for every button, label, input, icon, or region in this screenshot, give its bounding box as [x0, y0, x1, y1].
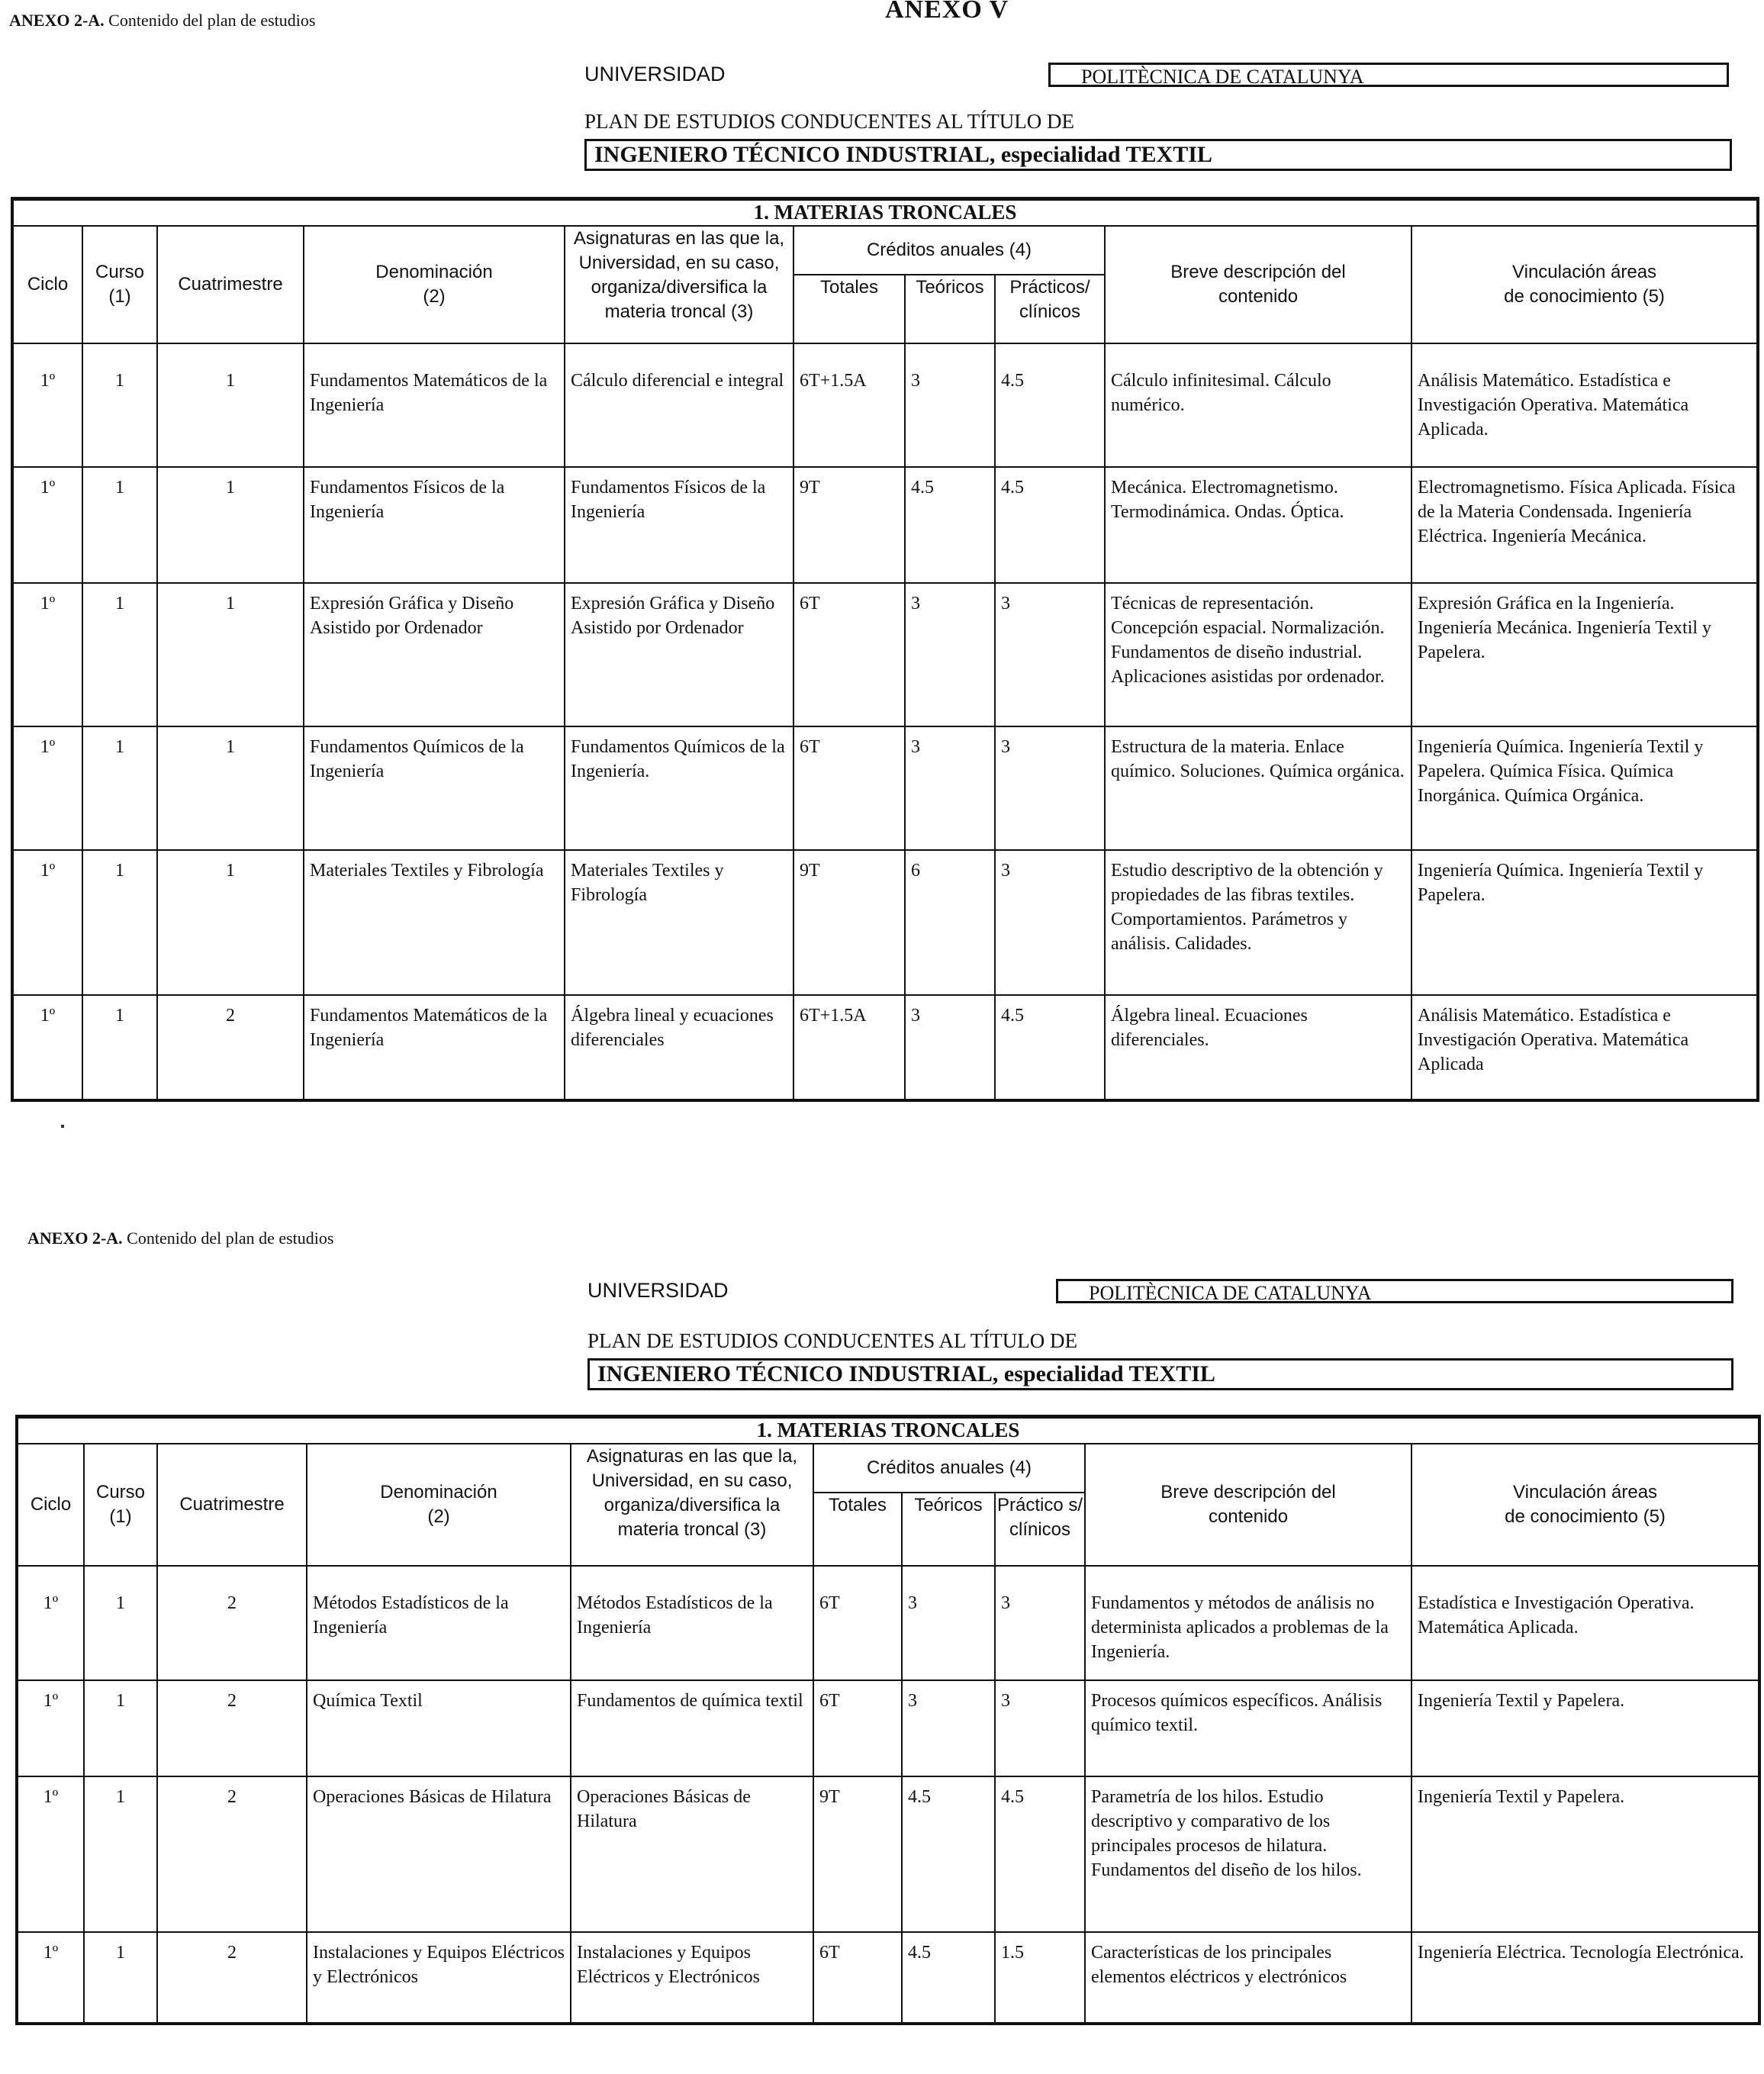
header-totales: Totales [793, 275, 905, 343]
table-row [12, 995, 1758, 1100]
university-label-page2: UNIVERSIDAD [587, 1279, 729, 1302]
cell-teoricos: 4.5 [905, 467, 995, 583]
header-breve-page2: Breve descripción del contenido [1085, 1444, 1412, 1566]
cell-teoricos: 3 [902, 1680, 995, 1776]
cell-totales: 6T [813, 1680, 902, 1776]
university-name-box-page2: POLITÈCNICA DE CATALUNYA [1056, 1279, 1733, 1303]
cell-ciclo: 1º [17, 1566, 84, 1680]
cell-totales: 6T+1.5A [793, 995, 905, 1100]
cell-curso: 1 [82, 850, 157, 995]
scan-speck [61, 1125, 64, 1128]
header-asignaturas-page2: Asignaturas en las que la, Universidad, en su caso, organiza/diversifica la materia troncal (3) [571, 1444, 813, 1566]
cell-practicos: 1.5 [995, 1932, 1085, 2024]
cell-teoricos: 3 [905, 343, 995, 467]
header-asignaturas: Asignaturas en las que la, Universidad, en su caso, organiza/diversifica la materia troncal (3) [565, 226, 793, 343]
header-practicos-page2: Práctico s/ clínicos [995, 1493, 1085, 1566]
cell-cuatrimestre: 2 [157, 1566, 307, 1680]
university-label: UNIVERSIDAD [584, 63, 726, 85]
cell-descripcion: Estructura de la materia. Enlace químico. Soluciones. Química orgánica. [1105, 726, 1412, 850]
header-creditos-page2: Créditos anuales (4) [813, 1444, 1085, 1493]
cell-teoricos: 3 [902, 1566, 995, 1680]
cell-vinculacion: Ingeniería Textil y Papelera. [1412, 1776, 1759, 1932]
header-teoricos-page2: Teóricos [902, 1493, 995, 1566]
cell-cuatrimestre: 2 [157, 1680, 307, 1776]
cell-totales: 9T [793, 850, 905, 995]
university-name-box: POLITÈCNICA DE CATALUNYA [1048, 63, 1729, 87]
cell-curso: 1 [84, 1776, 157, 1932]
table-row [12, 850, 1758, 995]
degree-title-box-page2: INGENIERO TÉCNICO INDUSTRIAL, especialidad TEXTIL [587, 1358, 1733, 1390]
cell-descripcion: Álgebra lineal. Ecuaciones diferenciales. [1105, 995, 1412, 1100]
cell-vinculacion: Expresión Gráfica en la Ingeniería. Ingeniería Mecánica. Ingeniería Textil y Papelera. [1412, 583, 1758, 726]
cell-asignatura: Álgebra lineal y ecuaciones diferenciales [565, 995, 793, 1100]
cell-teoricos: 3 [905, 583, 995, 726]
cell-practicos: 4.5 [995, 343, 1105, 467]
table-row [17, 1680, 1759, 1776]
header-denominacion-page2: Denominación (2) [307, 1444, 571, 1566]
cell-denominacion: Materiales Textiles y Fibrología [304, 850, 565, 995]
cell-curso: 1 [82, 726, 157, 850]
cell-practicos: 3 [995, 850, 1105, 995]
cell-descripcion: Características de los principales elementos eléctricos y electrónicos [1085, 1932, 1412, 2024]
cell-practicos: 3 [995, 1566, 1085, 1680]
cell-teoricos: 4.5 [902, 1776, 995, 1932]
cell-ciclo: 1º [12, 343, 82, 467]
cell-curso: 1 [82, 995, 157, 1100]
cell-vinculacion: Electromagnetismo. Física Aplicada. Física de la Materia Condensada. Ingeniería Eléctrica. Ingeniería Mecánica. [1412, 467, 1758, 583]
cell-denominacion: Química Textil [307, 1680, 571, 1776]
header-cuatrimestre-page2: Cuatrimestre [157, 1444, 307, 1566]
section-title: 1. MATERIAS TRONCALES [12, 199, 1758, 227]
table-row [17, 1932, 1759, 2024]
header-vinculacion-page2: Vinculación áreas de conocimiento (5) [1412, 1444, 1759, 1566]
cell-vinculacion: Estadística e Investigación Operativa. Matemática Aplicada. [1412, 1566, 1759, 1680]
header-breve: Breve descripción del contenido [1105, 226, 1412, 343]
annex-label-page2 [27, 1229, 333, 1248]
cell-practicos: 3 [995, 1680, 1085, 1776]
header-ciclo: Ciclo [12, 226, 82, 343]
degree-title-box: INGENIERO TÉCNICO INDUSTRIAL, especialidad TEXTIL [584, 139, 1732, 171]
annex-label-rest: Contenido del plan de estudios [108, 11, 316, 30]
cell-asignatura: Fundamentos Químicos de la Ingeniería. [565, 726, 793, 850]
header-creditos: Créditos anuales (4) [793, 226, 1105, 275]
cell-curso: 1 [82, 343, 157, 467]
cell-practicos: 4.5 [995, 995, 1105, 1100]
cell-practicos: 4.5 [995, 467, 1105, 583]
cell-denominacion: Fundamentos Matemáticos de la Ingeniería [304, 995, 565, 1100]
cell-vinculacion: Ingeniería Textil y Papelera. [1412, 1680, 1759, 1776]
header-vinculacion: Vinculación áreas de conocimiento (5) [1412, 226, 1758, 343]
cell-ciclo: 1º [12, 995, 82, 1100]
annex-title: ANEXO V [885, 0, 1009, 24]
cell-cuatrimestre: 1 [157, 850, 304, 995]
cell-teoricos: 3 [905, 726, 995, 850]
header-practicos: Prácticos/ clínicos [995, 275, 1105, 343]
cell-ciclo: 1º [12, 583, 82, 726]
cell-cuatrimestre: 1 [157, 583, 304, 726]
cell-asignatura: Operaciones Básicas de Hilatura [571, 1776, 813, 1932]
cell-asignatura: Métodos Estadísticos de la Ingeniería [571, 1566, 813, 1680]
table-row [12, 726, 1758, 850]
cell-practicos: 4.5 [995, 1776, 1085, 1932]
troncales-table-page1 [11, 197, 1759, 1102]
cell-asignatura: Fundamentos de química textil [571, 1680, 813, 1776]
plan-label: PLAN DE ESTUDIOS CONDUCENTES AL TÍTULO DE [584, 110, 1074, 133]
cell-ciclo: 1º [12, 467, 82, 583]
cell-practicos: 3 [995, 583, 1105, 726]
cell-cuatrimestre: 1 [157, 467, 304, 583]
table-row [17, 1776, 1759, 1932]
cell-curso: 1 [82, 583, 157, 726]
cell-denominacion: Fundamentos Físicos de la Ingeniería [304, 467, 565, 583]
annex-label-bold: ANEXO 2-A. [9, 11, 105, 30]
cell-totales: 6T [813, 1566, 902, 1680]
cell-teoricos: 4.5 [902, 1932, 995, 2024]
cell-ciclo: 1º [17, 1932, 84, 2024]
cell-ciclo: 1º [12, 726, 82, 850]
cell-asignatura: Instalaciones y Equipos Eléctricos y Electrónicos [571, 1932, 813, 2024]
header-cuatrimestre: Cuatrimestre [157, 226, 304, 343]
header-curso-page2: Curso (1) [84, 1444, 157, 1566]
cell-cuatrimestre: 2 [157, 1932, 307, 2024]
table-row [17, 1566, 1759, 1680]
cell-denominacion: Instalaciones y Equipos Eléctricos y Electrónicos [307, 1932, 571, 2024]
table-row [12, 343, 1758, 467]
cell-curso: 1 [82, 467, 157, 583]
table-row [12, 467, 1758, 583]
table-row [12, 583, 1758, 726]
cell-ciclo: 1º [17, 1680, 84, 1776]
header-curso: Curso (1) [82, 226, 157, 343]
cell-denominacion: Fundamentos Matemáticos de la Ingeniería [304, 343, 565, 467]
cell-descripcion: Mecánica. Electromagnetismo. Termodinámica. Ondas. Óptica. [1105, 467, 1412, 583]
cell-vinculacion: Ingeniería Química. Ingeniería Textil y Papelera. [1412, 850, 1758, 995]
cell-vinculacion: Ingeniería Eléctrica. Tecnología Electrónica. [1412, 1932, 1759, 2024]
cell-descripcion: Técnicas de representación. Concepción espacial. Normalización. Fundamentos de diseño industrial. Aplicaciones asistidas por ordenador. [1105, 583, 1412, 726]
cell-descripcion: Procesos químicos específicos. Análisis químico textil. [1085, 1680, 1412, 1776]
cell-totales: 9T [813, 1776, 902, 1932]
cell-totales: 6T [793, 583, 905, 726]
cell-totales: 6T [793, 726, 905, 850]
cell-asignatura: Cálculo diferencial e integral [565, 343, 793, 467]
header-ciclo-page2: Ciclo [17, 1444, 84, 1566]
cell-cuatrimestre: 2 [157, 995, 304, 1100]
cell-curso: 1 [84, 1680, 157, 1776]
annex-label-rest-page2: Contenido del plan de estudios [127, 1229, 334, 1248]
cell-totales: 6T+1.5A [793, 343, 905, 467]
cell-curso: 1 [84, 1566, 157, 1680]
cell-ciclo: 1º [17, 1776, 84, 1932]
cell-cuatrimestre: 1 [157, 343, 304, 467]
cell-descripcion: Estudio descriptivo de la obtención y propiedades de las fibras textiles. Comportamientos. Parámetros y análisis. Calidades. [1105, 850, 1412, 995]
cell-cuatrimestre: 1 [157, 726, 304, 850]
cell-teoricos: 3 [905, 995, 995, 1100]
cell-descripcion: Parametría de los hilos. Estudio descriptivo y comparativo de los principales procesos de hilatura. Fundamentos del diseño de los hilos. [1085, 1776, 1412, 1932]
section-title-page2: 1. MATERIAS TRONCALES [17, 1417, 1759, 1444]
cell-practicos: 3 [995, 726, 1105, 850]
cell-vinculacion: Análisis Matemático. Estadística e Investigación Operativa. Matemática Aplicada. [1412, 343, 1758, 467]
header-teoricos: Teóricos [905, 275, 995, 343]
header-denominacion: Denominación (2) [304, 226, 565, 343]
cell-asignatura: Expresión Gráfica y Diseño Asistido por Ordenador [565, 583, 793, 726]
cell-descripcion: Fundamentos y métodos de análisis no determinista aplicados a problemas de la Ingeniería. [1085, 1566, 1412, 1680]
cell-descripcion: Cálculo infinitesimal. Cálculo numérico. [1105, 343, 1412, 467]
cell-vinculacion: Ingeniería Química. Ingeniería Textil y Papelera. Química Física. Química Inorgánica. Química Orgánica. [1412, 726, 1758, 850]
annex-label [9, 11, 315, 31]
plan-label-page2: PLAN DE ESTUDIOS CONDUCENTES AL TÍTULO DE [587, 1329, 1077, 1352]
cell-denominacion: Métodos Estadísticos de la Ingeniería [307, 1566, 571, 1680]
cell-asignatura: Materiales Textiles y Fibrología [565, 850, 793, 995]
cell-denominacion: Expresión Gráfica y Diseño Asistido por Ordenador [304, 583, 565, 726]
cell-cuatrimestre: 2 [157, 1776, 307, 1932]
cell-teoricos: 6 [905, 850, 995, 995]
header-totales-page2: Totales [813, 1493, 902, 1566]
annex-label-bold-page2: ANEXO 2-A. [27, 1229, 123, 1248]
troncales-table-page2 [15, 1415, 1761, 2025]
cell-denominacion: Fundamentos Químicos de la Ingeniería [304, 726, 565, 850]
cell-vinculacion: Análisis Matemático. Estadística e Investigación Operativa. Matemática Aplicada [1412, 995, 1758, 1100]
cell-totales: 9T [793, 467, 905, 583]
cell-totales: 6T [813, 1932, 902, 2024]
cell-asignatura: Fundamentos Físicos de la Ingeniería [565, 467, 793, 583]
cell-curso: 1 [84, 1932, 157, 2024]
cell-denominacion: Operaciones Básicas de Hilatura [307, 1776, 571, 1932]
cell-ciclo: 1º [12, 850, 82, 995]
